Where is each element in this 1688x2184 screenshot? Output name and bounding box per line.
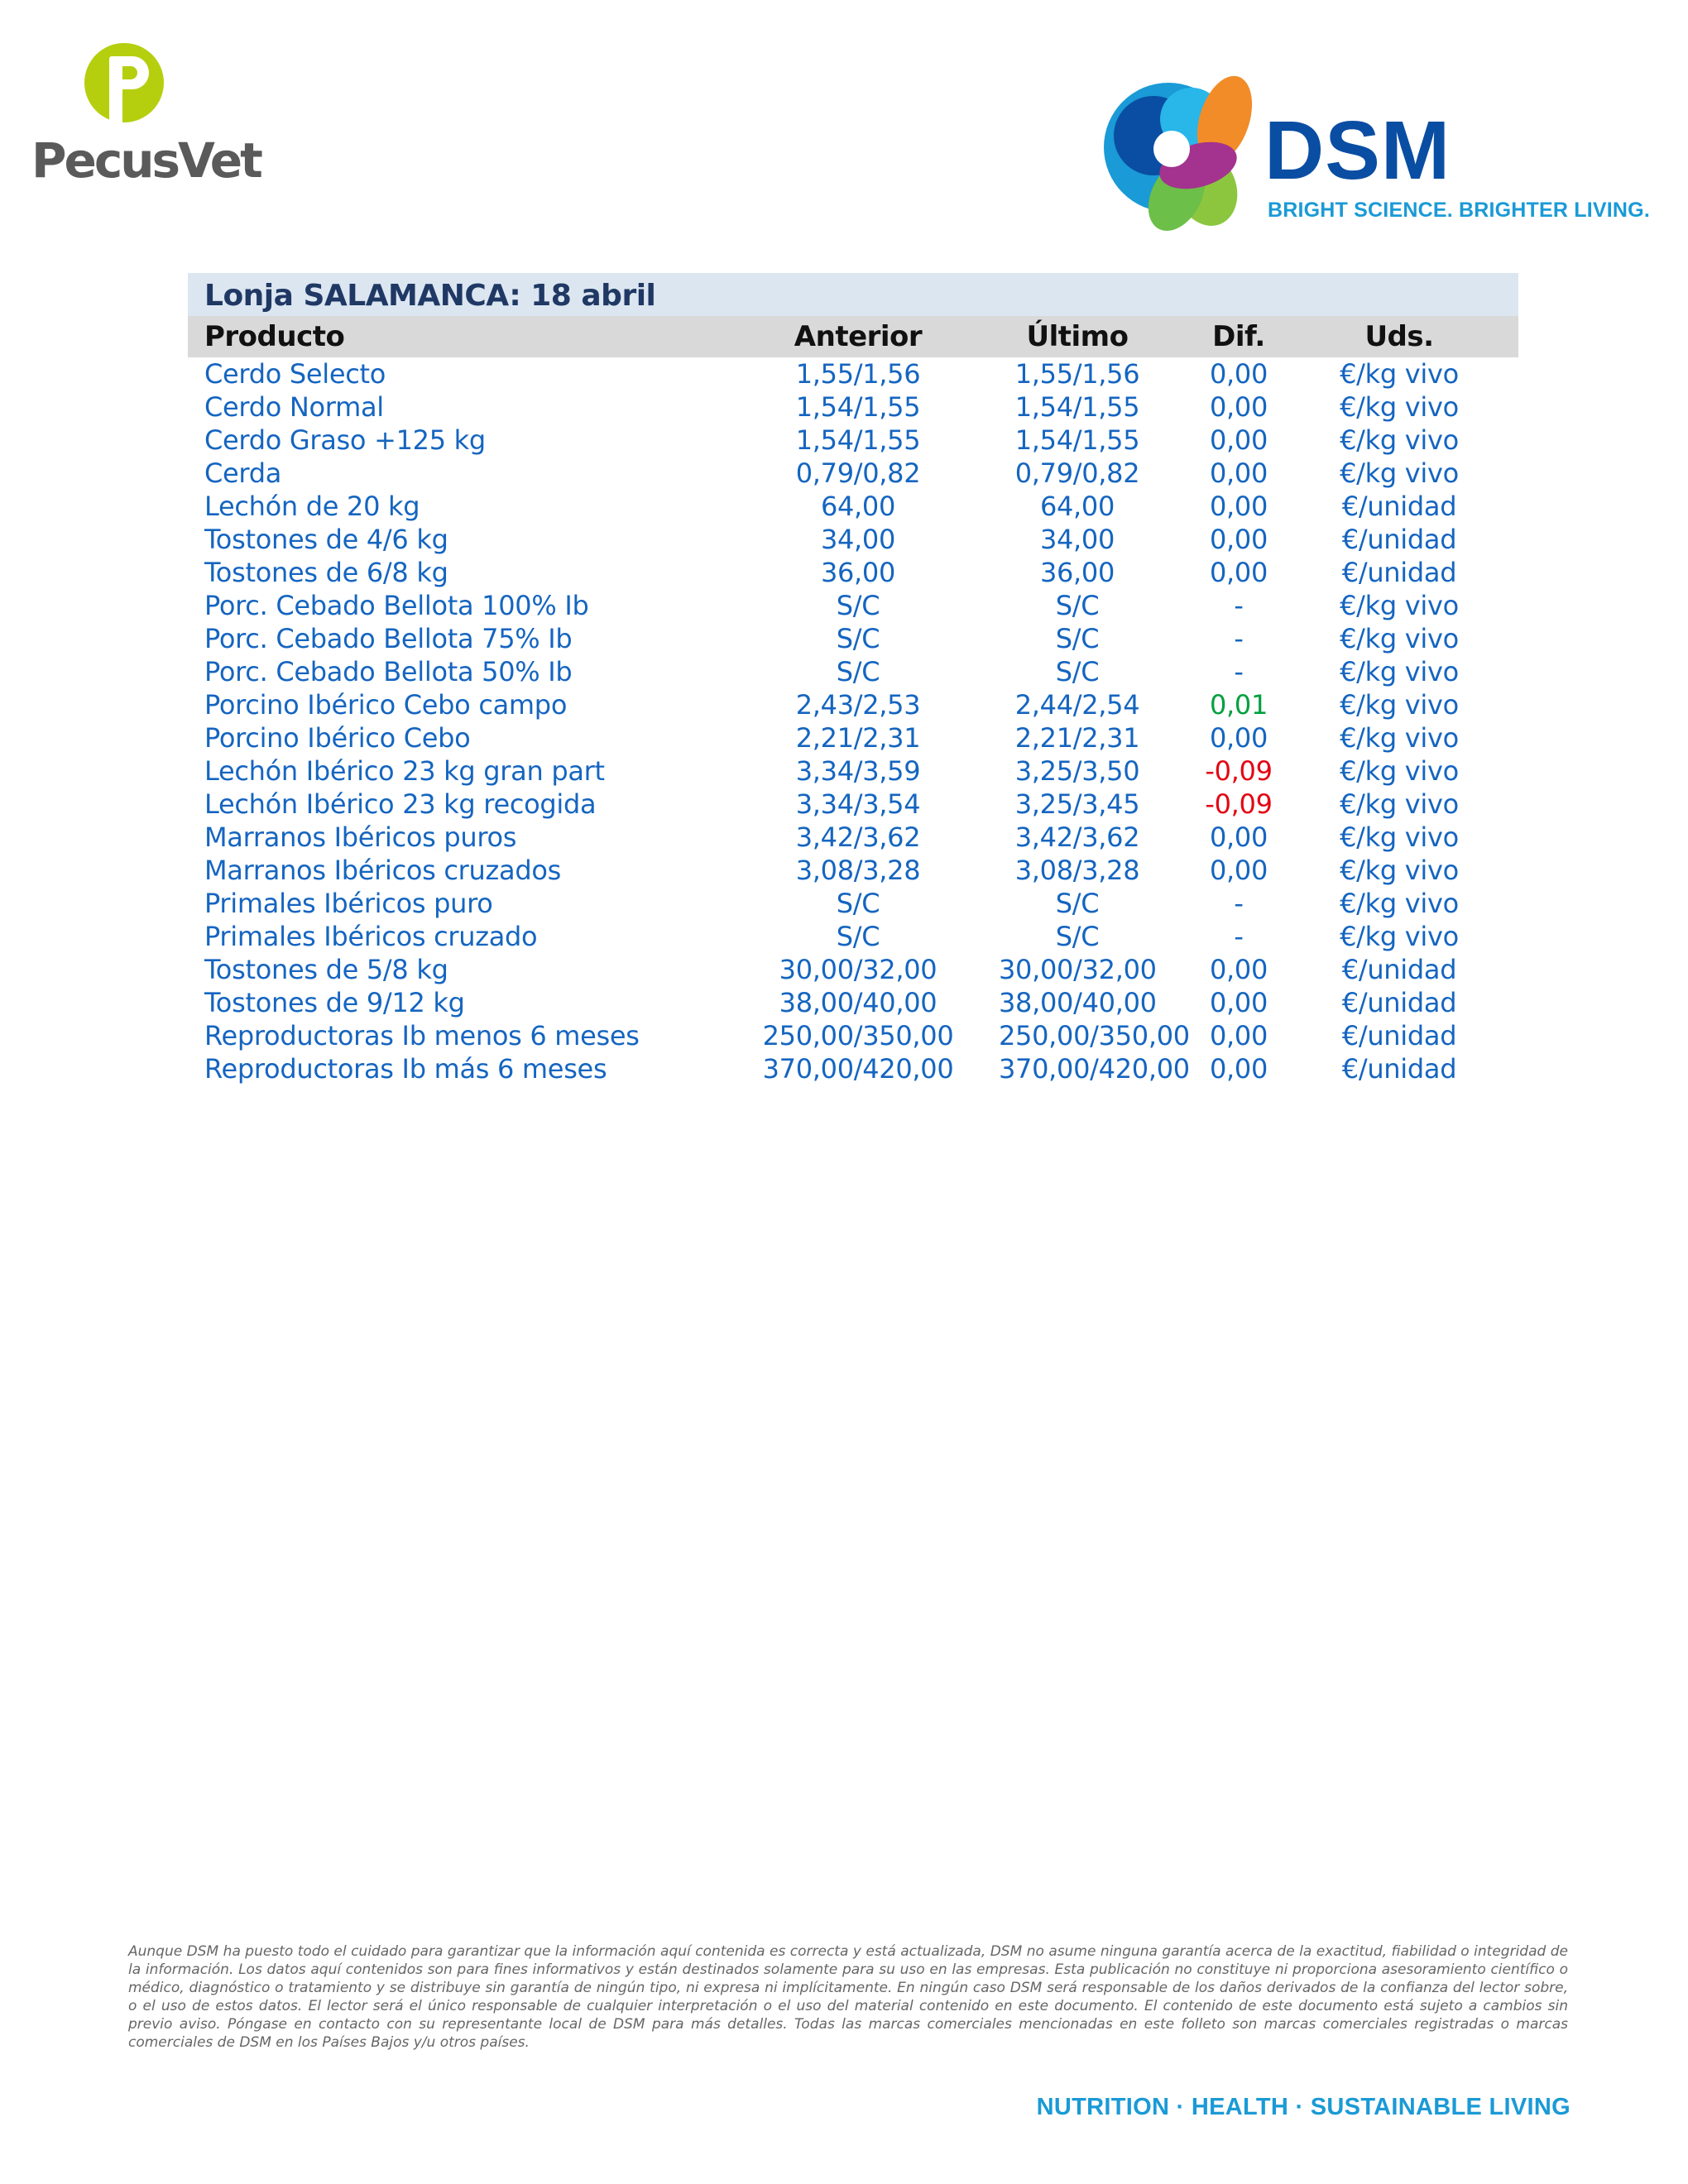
cell-uds: €/kg vivo	[1340, 391, 1459, 423]
price-table	[188, 273, 1518, 1085]
table-row	[188, 556, 1518, 589]
cell-producto: Tostones de 4/6 kg	[204, 524, 448, 555]
table-row	[188, 854, 1518, 887]
cell-producto: Cerdo Graso +125 kg	[204, 424, 486, 456]
table-row	[188, 754, 1518, 788]
cell-producto: Cerda	[204, 457, 282, 489]
cell-anterior: 30,00/32,00	[779, 954, 938, 985]
cell-producto: Primales Ibéricos puro	[204, 888, 493, 919]
table-row	[188, 622, 1518, 655]
cell-uds: €/kg vivo	[1340, 855, 1459, 886]
table-row	[188, 887, 1518, 920]
table-header-row	[188, 316, 1518, 357]
cell-uds: €/kg vivo	[1340, 689, 1459, 721]
table-title: Lonja SALAMANCA: 18 abril	[188, 273, 1518, 316]
table-row	[188, 490, 1518, 523]
cell-uds: €/kg vivo	[1340, 358, 1459, 390]
cell-uds: €/unidad	[1341, 1053, 1457, 1085]
cell-anterior: 2,43/2,53	[795, 689, 921, 721]
cell-producto: Tostones de 9/12 kg	[204, 987, 465, 1018]
cell-producto: Reproductoras Ib menos 6 meses	[204, 1020, 640, 1051]
cell-producto: Porcino Ibérico Cebo campo	[204, 689, 568, 721]
cell-ultimo: S/C	[1055, 656, 1100, 687]
cell-anterior: S/C	[836, 623, 880, 654]
table-row	[188, 523, 1518, 556]
cell-anterior: 3,34/3,54	[795, 788, 921, 820]
cell-ultimo: 2,21/2,31	[1014, 722, 1140, 754]
table-row	[188, 1052, 1518, 1085]
cell-dif: 0,00	[1209, 987, 1268, 1018]
disclaimer-text: Aunque DSM ha puesto todo el cuidado para garantizar que la información aquí contenida es correcta y está actualizada, DSM no asume ninguna garantía acerca de la exactitud, fiabilidad o integridad de la información. Los datos aquí contenidos son para fines informativos y están destinados solamente para su uso en las empresas. Esta publicación no constituye ni proporciona asesoramiento científico o médico, diagnóstico o tratamiento y se distribuye sin garantía de ningún tipo, ni expresa ni implícitamente. En ningún caso DSM será responsable de los daños derivados de la confianza del lector sobre, o el uso de estos datos. El lector será el único responsable de cualquier interpretación o el uso del material contenido en este documento. El contenido de este documento está sujeto a cambios sin previo aviso. Póngase en contacto con su representante local de DSM para más detalles. Todas las marcas comerciales mencionadas en este folleto son marcas comerciales registradas o marcas comerciales de DSM en los Países Bajos y/u otros países.	[128, 1943, 1568, 2051]
table-row	[188, 589, 1518, 622]
cell-ultimo: 3,25/3,50	[1014, 755, 1140, 787]
cell-ultimo: 34,00	[1039, 524, 1115, 555]
cell-producto: Porc. Cebado Bellota 100% Ib	[204, 590, 589, 621]
cell-dif: 0,00	[1209, 1053, 1268, 1085]
cell-uds: €/unidad	[1341, 954, 1457, 985]
cell-ultimo: 0,79/0,82	[1014, 457, 1140, 489]
cell-anterior: 370,00/420,00	[762, 1053, 954, 1085]
cell-producto: Tostones de 5/8 kg	[204, 954, 448, 985]
cell-anterior: 3,34/3,59	[795, 755, 921, 787]
cell-dif: 0,01	[1209, 689, 1268, 721]
cell-dif: -0,09	[1205, 788, 1273, 820]
cell-anterior: 1,54/1,55	[795, 391, 921, 423]
cell-dif: 0,00	[1209, 491, 1268, 522]
cell-ultimo: S/C	[1055, 590, 1100, 621]
cell-uds: €/kg vivo	[1340, 623, 1459, 654]
table-row	[188, 788, 1518, 821]
table-row	[188, 1019, 1518, 1052]
cell-dif: -	[1234, 656, 1244, 687]
cell-uds: €/kg vivo	[1340, 656, 1459, 687]
cell-producto: Lechón Ibérico 23 kg gran part	[204, 755, 605, 787]
dsm-flower-icon	[1101, 66, 1258, 240]
cell-uds: €/kg vivo	[1340, 755, 1459, 787]
cell-dif: 0,00	[1209, 358, 1268, 390]
table-row	[188, 986, 1518, 1019]
cell-producto: Tostones de 6/8 kg	[204, 557, 448, 588]
cell-ultimo: S/C	[1055, 921, 1100, 952]
cell-uds: €/kg vivo	[1340, 788, 1459, 820]
table-row	[188, 424, 1518, 457]
cell-producto: Porc. Cebado Bellota 50% Ib	[204, 656, 573, 687]
table-row	[188, 721, 1518, 754]
table-body	[188, 357, 1518, 1085]
cell-dif: 0,00	[1209, 821, 1268, 853]
cell-anterior: S/C	[836, 590, 880, 621]
cell-ultimo: 3,08/3,28	[1014, 855, 1140, 886]
header-anterior: Anterior	[794, 320, 923, 353]
cell-producto: Lechón de 20 kg	[204, 491, 420, 522]
cell-uds: €/kg vivo	[1340, 424, 1459, 456]
cell-anterior: S/C	[836, 888, 880, 919]
cell-anterior: 250,00/350,00	[762, 1020, 954, 1051]
cell-producto: Primales Ibéricos cruzado	[204, 921, 538, 952]
cell-ultimo: S/C	[1055, 623, 1100, 654]
cell-producto: Marranos Ibéricos puros	[204, 821, 517, 853]
cell-ultimo: 370,00/420,00	[999, 1053, 1190, 1085]
cell-anterior: 2,21/2,31	[795, 722, 921, 754]
table-row	[188, 688, 1518, 721]
cell-anterior: 34,00	[820, 524, 896, 555]
table-row	[188, 821, 1518, 854]
cell-dif: -	[1234, 888, 1244, 919]
cell-producto: Cerdo Selecto	[204, 358, 386, 390]
cell-producto: Reproductoras Ib más 6 meses	[204, 1053, 607, 1085]
cell-ultimo: 3,25/3,45	[1014, 788, 1140, 820]
cell-anterior: 64,00	[820, 491, 896, 522]
cell-uds: €/kg vivo	[1340, 590, 1459, 621]
cell-ultimo: 250,00/350,00	[999, 1020, 1190, 1051]
cell-uds: €/unidad	[1341, 524, 1457, 555]
cell-producto: Porc. Cebado Bellota 75% Ib	[204, 623, 573, 654]
footer-tagline: NUTRITION · HEALTH · SUSTAINABLE LIVING	[1036, 2094, 1571, 2120]
cell-producto: Cerdo Normal	[204, 391, 384, 423]
table-row	[188, 457, 1518, 490]
cell-uds: €/kg vivo	[1340, 921, 1459, 952]
cell-ultimo: S/C	[1055, 888, 1100, 919]
cell-dif: 0,00	[1209, 855, 1268, 886]
table-row	[188, 953, 1518, 986]
cell-ultimo: 36,00	[1039, 557, 1115, 588]
cell-uds: €/kg vivo	[1340, 457, 1459, 489]
table-row	[188, 655, 1518, 688]
cell-uds: €/kg vivo	[1340, 888, 1459, 919]
cell-dif: 0,00	[1209, 457, 1268, 489]
pecusvet-logo	[31, 41, 261, 199]
cell-ultimo: 1,54/1,55	[1014, 424, 1140, 456]
dsm-wordmark: DSM	[1264, 104, 1451, 197]
cell-anterior: 36,00	[820, 557, 896, 588]
cell-anterior: 3,08/3,28	[795, 855, 921, 886]
cell-anterior: 3,42/3,62	[795, 821, 921, 853]
pecusvet-p-icon	[81, 41, 168, 124]
cell-dif: 0,00	[1209, 524, 1268, 555]
cell-uds: €/unidad	[1341, 557, 1457, 588]
cell-anterior: 38,00/40,00	[779, 987, 938, 1018]
table-row	[188, 357, 1518, 390]
cell-dif: 0,00	[1209, 954, 1268, 985]
cell-dif: 0,00	[1209, 722, 1268, 754]
cell-producto: Marranos Ibéricos cruzados	[204, 855, 561, 886]
header-uds: Uds.	[1364, 320, 1434, 353]
header-producto: Producto	[204, 320, 345, 353]
cell-dif: 0,00	[1209, 424, 1268, 456]
table-row	[188, 390, 1518, 424]
cell-ultimo: 38,00/40,00	[999, 987, 1157, 1018]
cell-dif: 0,00	[1209, 391, 1268, 423]
cell-anterior: 1,55/1,56	[795, 358, 921, 390]
cell-dif: 0,00	[1209, 1020, 1268, 1051]
cell-uds: €/kg vivo	[1340, 722, 1459, 754]
pecusvet-wordmark: PecusVet	[31, 132, 261, 189]
dsm-tagline: BRIGHT SCIENCE. BRIGHTER LIVING.	[1268, 199, 1650, 222]
cell-ultimo: 3,42/3,62	[1014, 821, 1140, 853]
table-row	[188, 920, 1518, 953]
cell-producto: Porcino Ibérico Cebo	[204, 722, 471, 754]
cell-uds: €/unidad	[1341, 987, 1457, 1018]
cell-ultimo: 64,00	[1039, 491, 1115, 522]
dsm-logo	[1101, 66, 1650, 240]
cell-dif: 0,00	[1209, 557, 1268, 588]
cell-dif: -0,09	[1205, 755, 1273, 787]
cell-uds: €/unidad	[1341, 491, 1457, 522]
cell-anterior: 0,79/0,82	[795, 457, 921, 489]
cell-dif: -	[1234, 623, 1244, 654]
header-ultimo: Último	[1026, 320, 1129, 353]
cell-anterior: S/C	[836, 656, 880, 687]
cell-uds: €/kg vivo	[1340, 821, 1459, 853]
cell-dif: -	[1234, 590, 1244, 621]
cell-ultimo: 30,00/32,00	[999, 954, 1157, 985]
cell-dif: -	[1234, 921, 1244, 952]
cell-anterior: 1,54/1,55	[795, 424, 921, 456]
cell-ultimo: 2,44/2,54	[1014, 689, 1140, 721]
cell-producto: Lechón Ibérico 23 kg recogida	[204, 788, 597, 820]
cell-ultimo: 1,55/1,56	[1014, 358, 1140, 390]
cell-anterior: S/C	[836, 921, 880, 952]
cell-uds: €/unidad	[1341, 1020, 1457, 1051]
header-dif: Dif.	[1212, 320, 1265, 353]
cell-ultimo: 1,54/1,55	[1014, 391, 1140, 423]
